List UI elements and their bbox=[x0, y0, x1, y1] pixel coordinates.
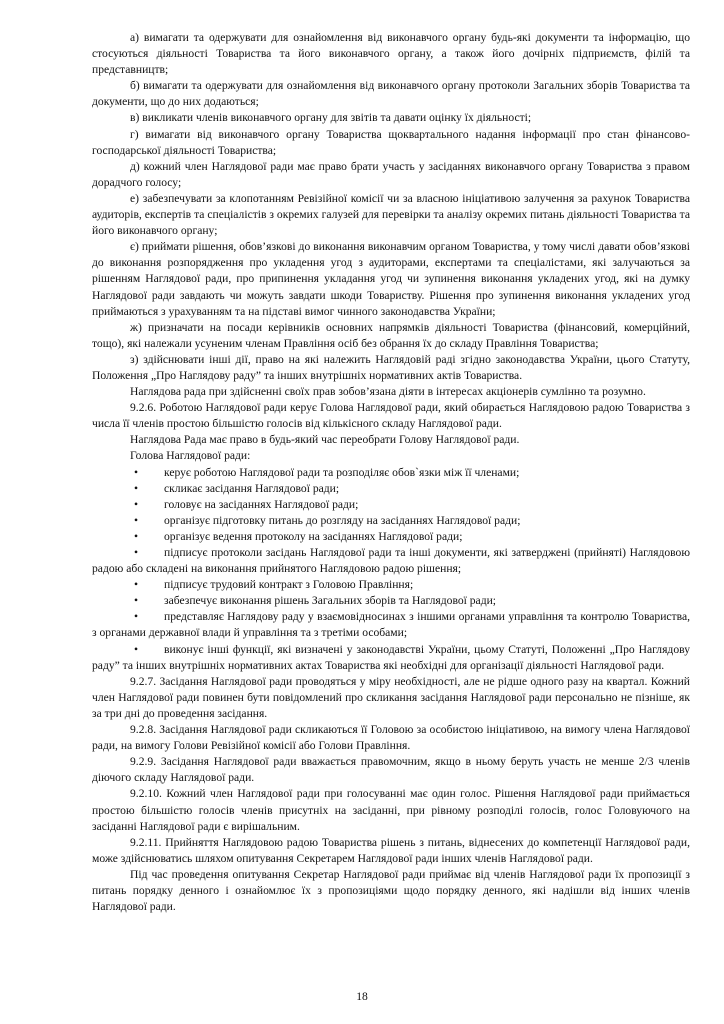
list-item: • виконує інші функції, які визначені у законодавстві України, цьому Статуті, Положенні „Про Наглядову раду” та інших внутрішніх нормативних актах Товариства які необхідні для організації діяльності Наглядової ради. bbox=[92, 642, 690, 672]
paragraph-g: г) вимагати від виконавчого органу Товариства щоквартального надання інформації про стан фінансово-господарської діяльності Товариства; bbox=[92, 127, 690, 157]
paragraph-zh: ж) призначати на посади керівників основних напрямків діяльності Товариства (фінансовий, комерційний, тощо), які належали усуненим членам Правління осіб без обрання їх до складу Правління Товариства; bbox=[92, 320, 690, 350]
bullet-icon: • bbox=[134, 513, 139, 527]
bullet-icon: • bbox=[134, 481, 139, 495]
bullet-icon: • bbox=[134, 529, 139, 543]
paragraph-reelect: Наглядова Рада має право в будь-який час переобрати Голову Наглядової ради. bbox=[130, 433, 520, 447]
bullet-icon: • bbox=[134, 642, 139, 656]
bullet-icon: • bbox=[134, 578, 139, 592]
list-item: • керує роботою Наглядової ради та розподіляє обов`язки між її членами; bbox=[92, 465, 690, 481]
paragraph-duty: Наглядова рада при здійсненні своїх прав зобов’язана діяти в інтересах акціонерів сумлінно та розумно. bbox=[130, 385, 646, 399]
list-item: • організує підготовку питань до розгляду на засіданнях Наглядової ради; bbox=[92, 513, 690, 529]
paragraph-d: д) кожний член Наглядової ради має право брати участь у засіданнях виконавчого органу Товариства з правом дорадчого голосу; bbox=[92, 159, 690, 189]
list-item: • організує ведення протоколу на засіданнях Наглядової ради; bbox=[92, 529, 690, 545]
list-item: • підписує трудовий контракт з Головою Правління; bbox=[92, 577, 690, 593]
document-page bbox=[92, 30, 690, 915]
paragraph-9-2-8: 9.2.8. Засідання Наглядової ради скликаються її Головою за особистою ініціативою, на вимогу члена Наглядової ради, на вимогу Голови Ревізійної комісії або Голови Правління. bbox=[92, 723, 690, 753]
list-item: • головує на засіданнях Наглядової ради; bbox=[92, 497, 690, 513]
list-item: • підписує протоколи засідань Наглядової ради та інші документи, які затверджені (прийняті) Наглядовою радою або складені на виконання прийнятого Наглядовою радою рішення; bbox=[92, 546, 690, 576]
bullet-icon: • bbox=[134, 594, 139, 608]
list-item: • забезпечує виконання рішень Загальних зборів та Наглядової ради; bbox=[92, 593, 690, 609]
chair-duties-list bbox=[92, 465, 690, 674]
paragraph-9-2-10: 9.2.10. Кожний член Наглядової ради при голосуванні має один голос. Рішення Наглядової ради приймається простою більшістю голосів членів присутніх на засіданні, при рівному розподілі голосів, голос Головуючого на засіданні Наглядової ради є вирішальним. bbox=[92, 787, 690, 833]
paragraph-b: б) вимагати та одержувати для ознайомлення від виконавчого органу протоколи Загальних зборів Товариства та документи, що до них додаються; bbox=[92, 79, 690, 109]
paragraph-a: а) вимагати та одержувати для ознайомлення від виконавчого органу будь-які документи та інформацію, що стосуються діяльності Товариства та його виконавчого органу, а також його дочірніх підприємств, філій та представництв; bbox=[92, 31, 690, 77]
paragraph-9-2-7: 9.2.7. Засідання Наглядової ради проводяться у міру необхідності, але не рідше одного разу на квартал. Кожний член Наглядової ради повинен бути повідомлений про скликання засідання Наглядової ради персонально не пізніше, як за три дні до проведення засідання. bbox=[92, 674, 690, 720]
list-item: • скликає засідання Наглядової ради; bbox=[92, 481, 690, 497]
paragraph-9-2-11: 9.2.11. Прийняття Наглядовою радою Товариства рішень з питань, віднесених до компетенції Наглядової ради, може здійснюватись шляхом опитування Секретарем Наглядової ради інших членів Наглядової ради. bbox=[92, 835, 690, 865]
paragraph-survey: Під час проведення опитування Секретар Наглядової ради приймає від членів Наглядової ради їх пропозиції з питань порядку денного і ознайомлює їх з пропозиціями щодо порядку денного, які надішли від інших членів Наглядової ради. bbox=[92, 867, 690, 914]
list-item: • представляє Наглядову раду у взаємовідносинах з іншими органами управління та контролю Товариства, з органами державної влади й управління та з третіми особами; bbox=[92, 610, 690, 640]
bullet-icon: • bbox=[134, 497, 139, 511]
paragraph-chair-intro: Голова Наглядової ради: bbox=[130, 449, 251, 463]
paragraph-e: е) забезпечувати за клопотанням Ревізійної комісії чи за власною ініціативою залучення за рахунок Товариства аудиторів, експертів та спеціалістів з окремих галузей для перевірки та аналізу окремих питань діяльності Товариства та його виконавчого органу; bbox=[92, 191, 690, 238]
paragraph-9-2-9: 9.2.9. Засідання Наглядової ради вважається правомочним, якщо в ньому беруть участь не менше 2/3 членів діючого складу Наглядової ради. bbox=[92, 755, 690, 785]
paragraph-ye: є) приймати рішення, обов’язкові до виконання виконавчим органом Товариства, у тому числі давати обов’язкові до виконання розпорядження про укладення угод з аудиторами, експертами та спеціалістами, які залучаються за рішенням Наглядової ради, про припинення укладання угод чи зупинення виконання укладених угод, які на думку Наглядової ради завдають чи можуть завдати шкоди Товариству. Рішення про зупинення виконання укладених угод приймаються з урахуванням та на підставі вимог чинного законодавства України; bbox=[92, 240, 690, 318]
paragraph-v: в) викликати членів виконавчого органу для звітів та давати оцінку їх діяльності; bbox=[130, 111, 532, 125]
page-number: 18 bbox=[356, 990, 368, 1003]
paragraph-z: з) здійснювати інші дії, право на які належить Наглядовій раді згідно законодавства України, цього Статуту, Положення „Про Наглядову раду” та інших внутрішніх нормативних актів Товариства. bbox=[92, 352, 690, 382]
bullet-icon: • bbox=[134, 465, 139, 479]
bullet-icon: • bbox=[134, 546, 139, 559]
bullet-icon: • bbox=[134, 610, 139, 624]
paragraph-9-2-6: 9.2.6. Роботою Наглядової ради керує Голова Наглядової ради, який обирається Наглядовою радою Товариства з числа її членів простою більшістю голосів від кількісного складу Наглядової ради. bbox=[92, 401, 690, 431]
